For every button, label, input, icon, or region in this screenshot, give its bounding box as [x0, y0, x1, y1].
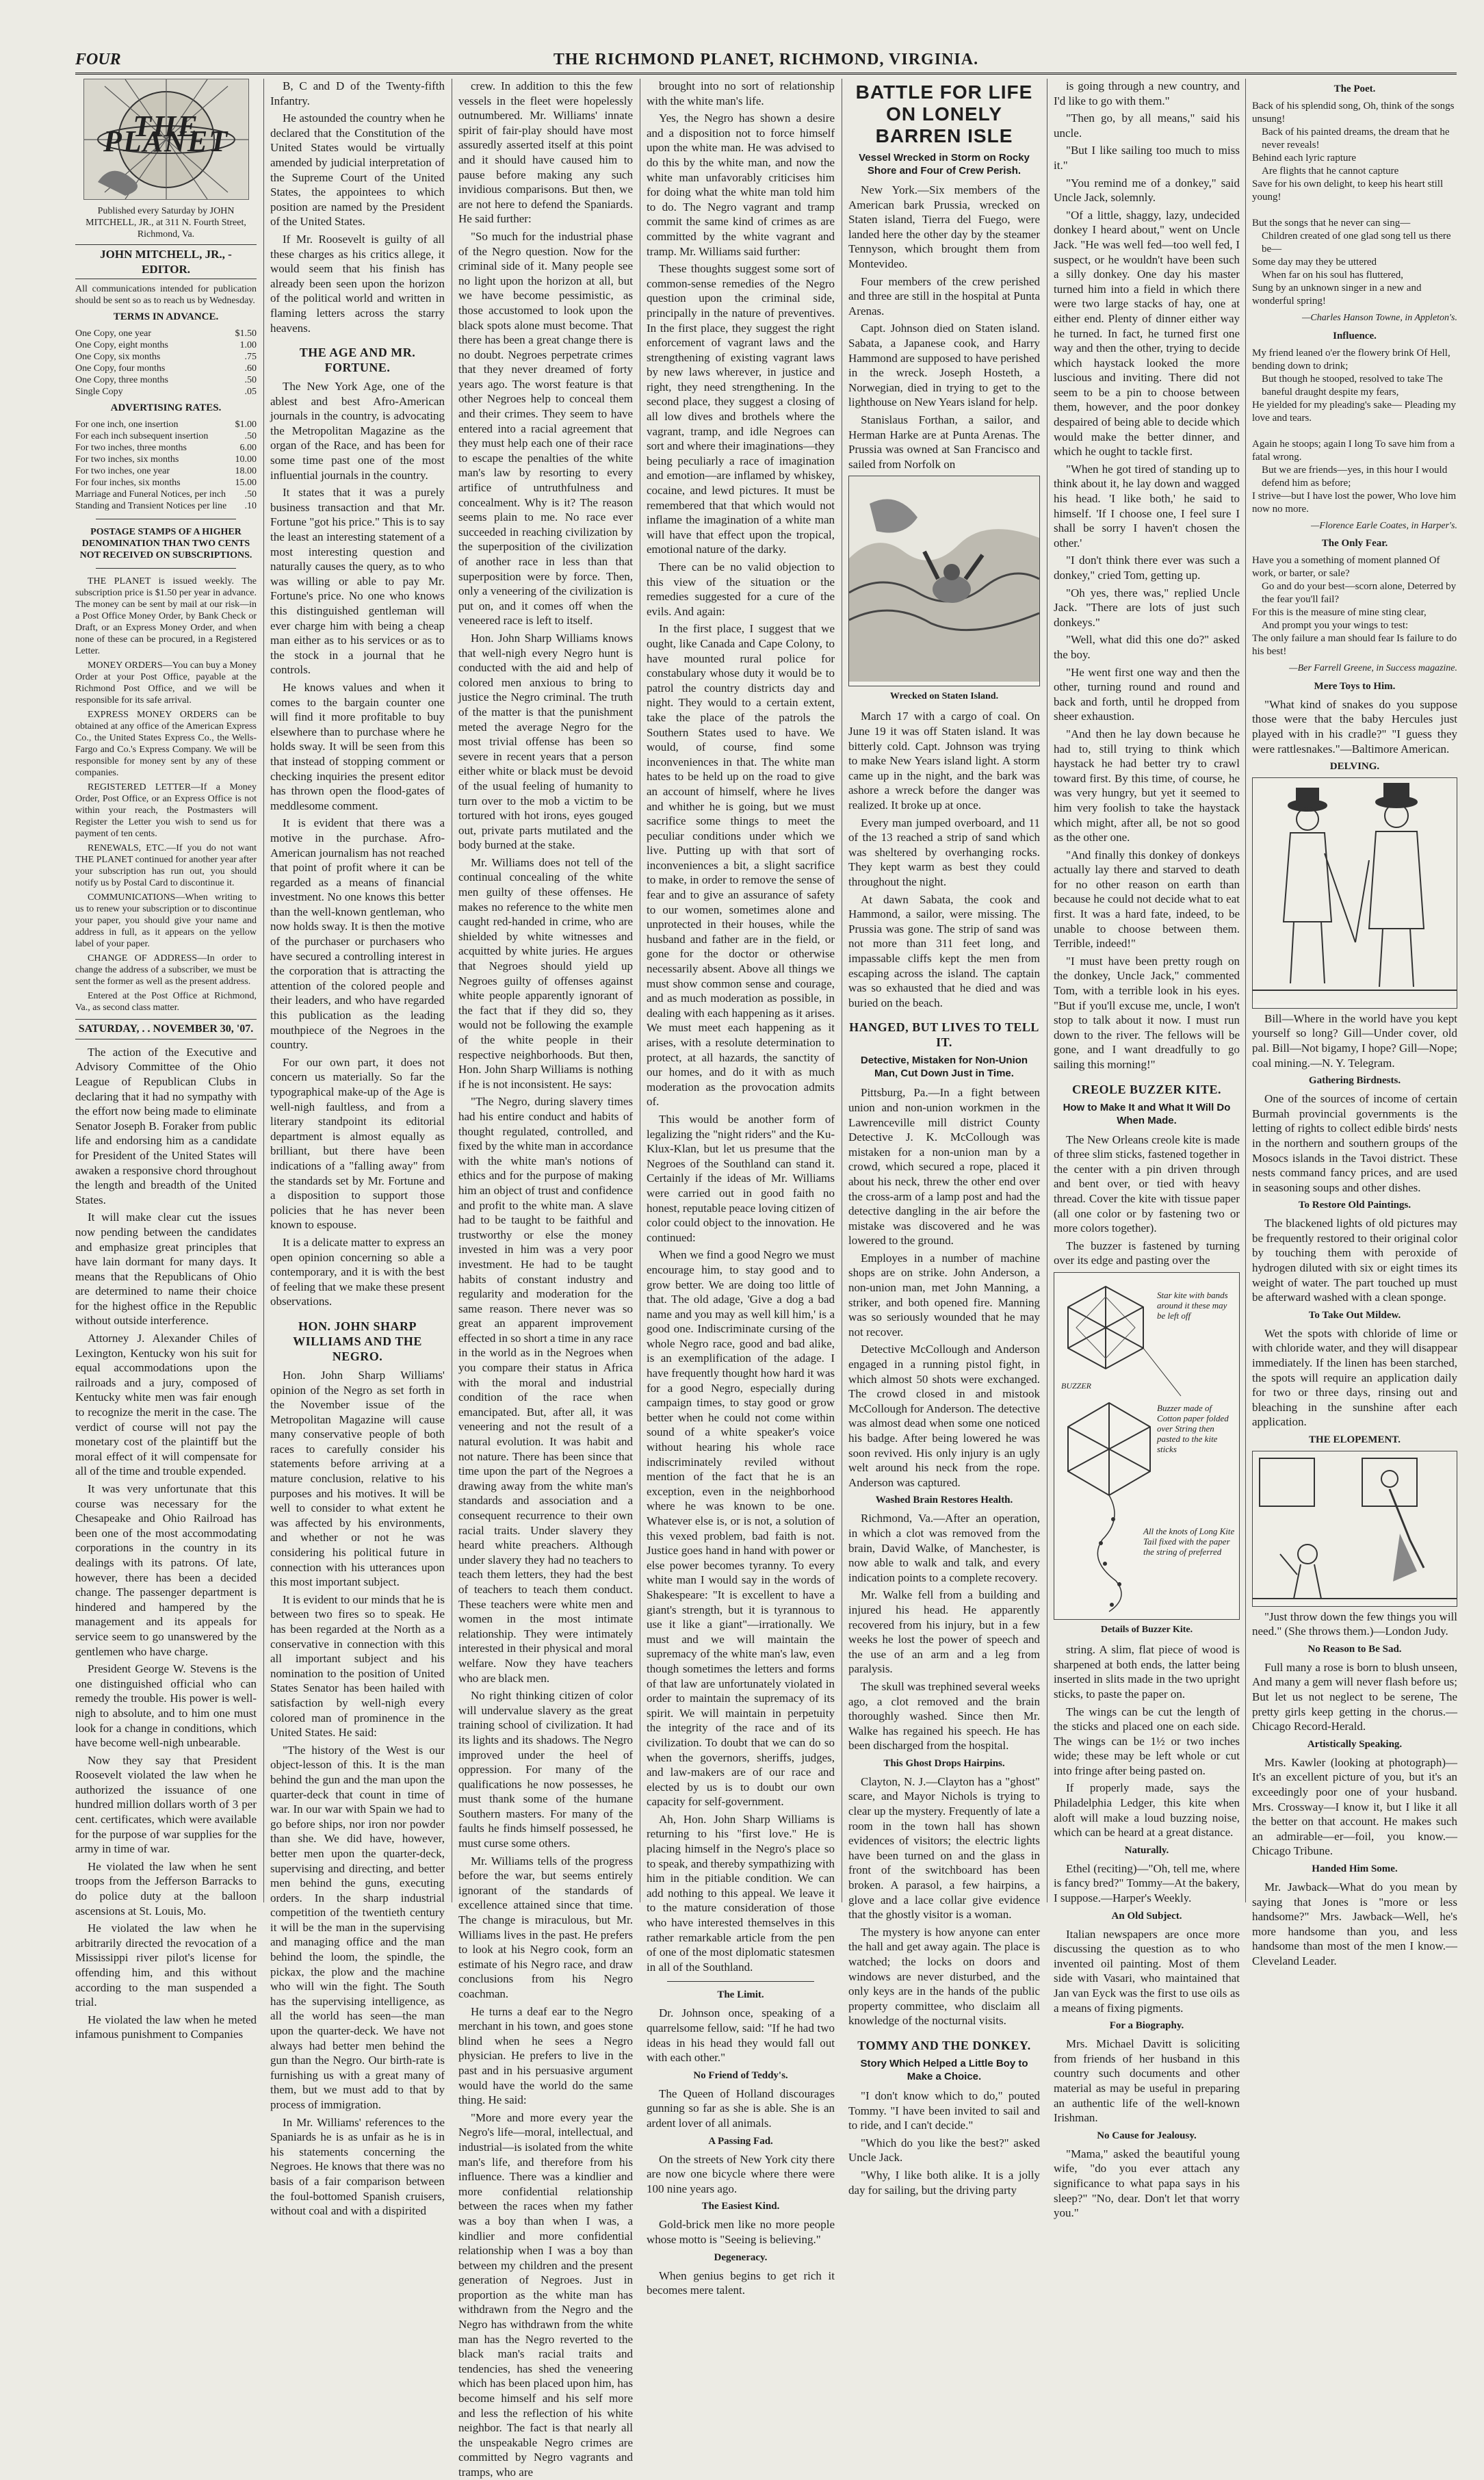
paragraph: Hon. John Sharp Williams' opinion of the Negro as set forth in the November issue of the Metropolitan Magazine will cause many conservative people of both races to carefully consider his statements before arriving at a mature conclusion, relative to his purposes and his motives. It will be well to consider to what extent he was affected by his environments, and whether or not he was considering his political future in connection with his utterances upon this most important subject. — [270, 1368, 445, 1589]
paragraph: "Well, what did this one do?" asked the boy. — [1054, 633, 1240, 661]
poem-line: My friend leaned o'er the flowery brink Of Hell, bending down to drink; — [1252, 347, 1450, 372]
paragraph: The mystery is how anyone can enter the hall and get away again. The place is watched; the locks on doors and windows are never disturbed, and the only keys are in the hands of the public property committee, who disclaim all knowledge of the nocturnal visits. — [848, 1925, 1040, 2028]
advertising-table — [75, 419, 257, 512]
kite-note-1: Star kite with bands around it these may be left off — [1157, 1289, 1228, 1321]
paragraph: "And finally this donkey of donkeys actually lay there and starved to death for no other reason on earth than because he could not decide what to eat first. It was a hard fate, indeed, to be unable to choose between them. Terrible, indeed!" — [1054, 848, 1240, 951]
paragraph: CHANGE OF ADDRESS—In order to change the address of a subscriber, we must be sent the former as well as the present address. — [75, 953, 257, 987]
paragraph: For our own part, it does not concern us materially. So far the typographical make-up of the Age is well-nigh faultless, and from a literary standpoint its editorial department is almost equally as brilliant, but there have been indications of a "falling away" from the standards set by Mr. Fortune and a disposition to support those policies that he has never been known to espouse. — [270, 1055, 445, 1232]
column-7 — [1252, 79, 1457, 1967]
paragraph: March 17 with a cargo of coal. On June 19 it was off Staten island. It was bitterly cold. Capt. Johnson was trying to make New Years island light. A storm came up in the night, and the bark was ashore a wreck before the danger was realized. It broke up at once. — [848, 710, 1040, 812]
paragraph: EXPRESS MONEY ORDERS can be obtained at any office of the American Express Co., the United States Express Co., the Wells-Fargo and Co.'s Express Company. We will be responsible for money sent by any of these companies. — [75, 710, 257, 779]
paragraph: On the streets of New York city there are now one bicycle where there were 100 nine years ago. — [647, 2152, 835, 2195]
headline-sharp-williams: HON. JOHN SHARP WILLIAMS AND THE NEGRO. — [293, 1319, 422, 1363]
rate-label: One Copy, one year — [75, 328, 152, 339]
paragraph: These thoughts suggest some sort of common-sense remedies of the Negro question upon the criminal side, principally in the nature of preventives. In the first place, they suggest the right enforcement of vagrant laws and the strengthening of existing vagrant laws by new laws wherever, in justice and right, they need strengthening. In the second place, they suggest a closing of all low dives and brothels where the vagrant, tramp, and idle Negroes can sort and where their imaginations—they being peculiarly a race of imagination and emotion—are inflamed by whiskey, cocaine, and lewd pictures. It must be remembered that that which would not inflame the imagination of a white man will have that effect upon the tropical, emotional nature of the darky. — [647, 262, 835, 556]
rate-row — [75, 351, 257, 363]
filler-heading: Degeneracy. — [714, 2251, 768, 2263]
headline-age-fortune: THE AGE AND MR. FORTUNE. — [299, 346, 416, 375]
paragraph: No right thinking citizen of color will undervalue slavery as the great training school of civilization. It had its lights and its shadows. The Negro improved under the heel of oppression. For many of the qualifications he now possesses, he must thank some of the humane Southern masters. For many of the faults he finds himself possessed, he must curse some others. — [458, 1689, 633, 1850]
paragraph: is going through a new country, and I'd like to go with them." — [1054, 79, 1240, 107]
publisher-line: Published every Saturday by JOHN MITCHELL, JR., at 311 N. Fourth Street, Richmond, Va. — [86, 206, 246, 240]
paragraph: string. A slim, flat piece of wood is sharpened at both ends, the latter being inserted in slits made in the two upright sticks, to paste the paper on. — [1054, 1643, 1240, 1701]
rate-row — [75, 454, 257, 465]
story-donkey-continued — [1054, 79, 1240, 1072]
column-2 — [270, 79, 445, 2218]
paragraph: The New Orleans creole kite is made of three slim sticks, fastened together in the center with a pin driven through and bent over, or tied with heavy thread. Cover the kite with tissue paper (all one color or by fastening two or more colors together). — [1054, 1133, 1240, 1235]
rate-price: 6.00 — [239, 443, 257, 454]
rate-row — [75, 430, 257, 442]
paper-title: THE RICHMOND PLANET, RICHMOND, VIRGINIA. — [553, 51, 979, 68]
page-number: FOUR — [75, 51, 121, 68]
wreck-illustration — [848, 476, 1040, 686]
paragraph: It was very unfortunate that this course was necessary for the Chesapeake and Ohio Railroad has been one of the most accommodating corporations in the country in its dealings with its patrons. Of late, however, there has been a decided change. The passenger department is hindered and hampered by the management and its appeals for service seem to go unanswered by the gentlemen who have charge. — [75, 1482, 257, 1658]
headline-tommy-donkey: TOMMY AND THE DONKEY. — [857, 2038, 1031, 2052]
article-sharp-williams-continued — [458, 79, 633, 2480]
poem-line: Have you a something of moment planned Of work, or barter, or sale? — [1252, 555, 1440, 580]
poem-line: Children created of one glad song tell us there be— — [1262, 231, 1451, 255]
poem-line: He yielded for my pleading's sake— Pleading my love and tears. — [1252, 399, 1457, 424]
paragraph: One of the sources of income of certain Burmah provincial governments is the letting of rights to collect edible birds' nests in the northern and southern groups of the Mosocs islands in the Tavoi district. These nests command fancy prices, and are used in seasoning soups and other dishes. — [1252, 1092, 1457, 1194]
paragraph: It states that it was a purely business transaction and that Mr. Fortune "got his price." This is to say the least an interesting statement of a most interesting question and naturally causes the query, as to who was willing or able to pay Mr. Fortune's price. No one who knows this distinguished gentleman will ever charge him with being a cheap man either as to his services or as to the stock in a journal that he controls. — [270, 486, 445, 677]
rate-label: For one inch, one insertion — [75, 419, 179, 430]
cartoon-caption: "Just throw down the few things you will need." (She throws them.)—London Judy. — [1252, 1610, 1457, 1638]
poem-line: And prompt you your wings to test: — [1262, 620, 1409, 632]
headline-buzzer-kite: CREOLE BUZZER KITE. — [1071, 1082, 1222, 1096]
paragraph: "Oh yes, there was," replied Uncle Jack. "There are lots of just such donkeys." — [1054, 586, 1240, 629]
paragraph: "Mama," asked the beautiful young wife, "do you ever attach any significance to what papa says in his sleep?" "No, dear. Don't let that worry you." — [1054, 2147, 1240, 2220]
rate-label: One Copy, eight months — [75, 340, 168, 351]
paragraph: "I don't think there ever was such a donkey," cried Tom, getting up. — [1054, 554, 1240, 582]
poem-line: Go and do your best—scorn alone, Deterred by the fear you'll fail? — [1262, 581, 1457, 606]
paragraph: He knows values and when it comes to the bargain counter one will find it more profitable to buy elsewhere than to purchase where he holds sway. It will be seen from this that instead of stopping comment or checking inquiries the present editor has thrown open the flood-gates of meddlesome comment. — [270, 680, 445, 812]
cartoon-caption: Bill—Where in the world have you kept yourself so long? Gill—Under cover, old pal. Bill—Not bigamy, I hope? Gill—Nope; coal mining.—N. Y. Telegram. — [1252, 1011, 1457, 1070]
kite-note-3: All the knots of Long Kite Tail fixed with the paper the string of preferred — [1143, 1525, 1235, 1557]
filler-heading: A Passing Fad. — [708, 2135, 773, 2147]
headline-hanged: HANGED, BUT LIVES TO TELL IT. — [849, 1020, 1039, 1050]
paragraph: He turns a deaf ear to the Negro merchant in his town, and goes stone blind when he sees a Negro physician. He prefers to live in the past and in his persuasive argument would have the world do the same thing. He said: — [458, 2004, 633, 2107]
paragraph: When we find a good Negro we must encourage him, to stay good and to grow better. We are doing too little of that. The old adage, 'Give a dog a bad name and you may as well kill him,' is a good one. Indiscriminate cursing of the whole Negro race, good and bad alike, is an exemplification of the adage. I have frequently thought how hard it was for a good Negro, especially during campaign times, to stay good or grow better when he could not come within sound of a white speaker's voice without hearing his whole race indiscriminately reviled without mention of the fact that he is an exception, even in the neighborhood where he was known to be one. Whatever else is, or is not, a solution of this vexed problem, bad faith is not. Justice goes hand in hand with power or else power becomes tyranny. To every white man I would say in the words of Shakespeare: "It is excellent to have a giant's strength, but it is tyrannous to use it like a giant"—irrationally. We must and we will maintain the supremacy of the white man's law, even though sometimes the letters and forms of that law are unfortunately violated in order to maintain the supremacy of its spirit. We will maintain in perpetuity the integrity of the race and of its civilization. To doubt that we can do so when the governors, sheriffs, judges, and law-makers are of our race and elected by us is to doubt our own capacity for self-government. — [647, 1248, 835, 1809]
poem-heading: Influence. — [1333, 330, 1377, 341]
paragraph: At dawn Sabata, the cook and Hammond, a sailor, were missing. The Prussia was gone. The strip of sand was not more than 311 feet long, and impassable cliffs kept the men from escaping across the island. The captain was so exhausted that he died and was buried on the beach. — [848, 892, 1040, 1009]
poem-line — [1252, 425, 1457, 438]
poem-line: Back of his splendid song, Oh, think of the songs unsung! — [1252, 101, 1455, 125]
rate-row — [75, 374, 257, 386]
paragraph: It is evident that there was a motive in the purchase. Afro-American journalism has not reached that point of profit where it can be regarded as a means of financial investment. No one knows this better than the well-known gentleman, who now holds sway. It is then the motive of the purchaser or purchasers who have secured a controlling interest in the corporation that is attracting the attention of the colored people and their leaders, and who have regarded this publication as the leading mouthpiece of the Negroes in the country. — [270, 816, 445, 1052]
poem-line: Some day may they be uttered — [1252, 257, 1377, 268]
paragraph: Yes, the Negro has shown a desire and a disposition not to force himself upon the white man. He was advised to do this by the white man, and now the white man unfavorably criticises him for doing what the white man told him to do. The Negro vagrant and tramp commit the same kind of crimes as are committed by the white vagrant and tramp. Mr. Williams said further: — [647, 112, 835, 258]
rate-price: $1.50 — [235, 328, 257, 339]
paragraph: Now they say that President Roosevelt violated the law when he authorized the issuance of one hundred million dollars worth of 3 per cent. certificates, which were available for the purpose of war supplies for the army in time of war. — [75, 1753, 257, 1856]
filler-heading: Mere Toys to Him. — [1314, 680, 1396, 692]
paragraph: "Then go, by all means," said his uncle. — [1054, 112, 1240, 140]
poem-line: Behind each lyric rapture — [1252, 153, 1357, 164]
poem-line: Save for his own delight, to keep his heart still young! — [1252, 179, 1444, 203]
elopement-cartoon-icon — [1253, 1451, 1457, 1602]
editor-line: JOHN MITCHELL, JR., - EDITOR. — [75, 244, 257, 279]
cartoon-elopement — [1252, 1451, 1457, 1607]
paragraph: He violated the law when he meted infamous punishment to Companies — [75, 2013, 257, 2041]
deck-buzzer-kite: How to Make It and What It Will Do When Made. — [1063, 1101, 1231, 1126]
filler-heading: To Take Out Mildew. — [1308, 1309, 1401, 1321]
poem-line: Back of his painted dreams, the dream that he never reveals! — [1262, 127, 1450, 151]
poem-heading: The Only Fear. — [1321, 538, 1388, 550]
rate-row — [75, 477, 257, 489]
deck-hanged: Detective, Mistaken for Non-Union Man, Cut Down Just in Time. — [860, 1055, 1028, 1080]
paragraph: Mr. Williams tells of the progress before the war, but seems entirely ignorant of the standards of excellence attained since that time. The change is miraculous, but Mr. Williams lives in the past. He prefers to look at his Negro cook, form an estimate of his Negro race, and draw conclusions from his Negro coachman. — [458, 1854, 633, 2000]
column-rule — [263, 79, 264, 1902]
paragraph: He violated the law when he sent troops from the Jefferson Barracks to do police duty at the balloon ascensions at St. Louis, Mo. — [75, 1859, 257, 1917]
paragraph: This would be another form of legalizing the "night riders" and the Ku-Klux-Klan, but let us presume that the Negroes of the Southland can stand it. Certainly if the ideas of Mr. Williams were carried out in good faith no honest, reputable peace loving citizen of color could object to the innovation. He continued: — [647, 1112, 835, 1244]
rate-label: For two inches, one year — [75, 466, 170, 477]
paragraph: Richmond, Va.—After an operation, in which a clot was removed from the brain, David Walke, of Manchester, is now able to walk and talk, and every indication points to a complete recovery. — [848, 1512, 1040, 1584]
rate-price: .75 — [244, 352, 257, 363]
dateline: SATURDAY, . . NOVEMBER 30, '07. — [75, 1019, 257, 1039]
paragraph: There can be no valid objection to this view of the situation or the remedies suggested for a cure of the evils. And again: — [647, 560, 835, 618]
filler-heading: For a Biography. — [1109, 2020, 1184, 2032]
paragraph: When genius begins to get rich it becomes mere talent. — [647, 2269, 835, 2297]
short-fillers — [1252, 1643, 1457, 1969]
paragraph: The blackened lights of old pictures may be frequently restored to their original color by touching them with peroxide of hydrogen diluted with six or eight times its weight of water. The part touched up must be afterward washed with a clean sponge. — [1252, 1217, 1457, 1304]
paragraph: REGISTERED LETTER—If a Money Order, Post Office, or an Express Office is not within your reach, the Postmasters will Register the Letter you wish to send us for payment of ten cents. — [75, 782, 257, 840]
article-sharp-williams — [270, 1368, 445, 2219]
kite-note-2: Buzzer made of Cotton paper folded over String then pasted to the kite sticks — [1157, 1402, 1229, 1454]
paragraph: Pittsburg, Pa.—In a fight between union and non-union workmen in the Lawrenceville mill district County Detective J. K. McCollough was mistaken for a non-union man by a crowd, which secured a rope, placed it about his neck, threw the other end over the cross-arm of a lamp post and had the detective dangling in the air before the mistake was discovered and he was lowered to the ground. — [848, 1086, 1040, 1248]
poem-attribution: —Charles Hanson Towne, in Appleton's. — [1301, 313, 1457, 323]
masthead-logo — [83, 79, 249, 200]
paragraph: "What kind of snakes do you suppose those were that the baby Hercules just played with in his cradle?" "I guess they were rattlesnakes."—Baltimore American. — [1252, 697, 1457, 755]
cartoon-delving — [1252, 777, 1457, 1009]
article-sharp-williams-concluded — [647, 79, 835, 1974]
paragraph: Four members of the crew perished and three are still in the hospital at Punta Arenas. — [848, 274, 1040, 318]
paragraph: "I don't know which to do," pouted Tommy. "I have been invited to sail and to ride, and I can't decide." — [848, 2089, 1040, 2132]
paragraph: If properly made, says the Philadelphia Ledger, this kite when aloft will make a loud buzzing noise, which can be heard at a great distance. — [1054, 1781, 1240, 1839]
rate-price: .50 — [244, 431, 257, 442]
rate-label: Standing and Transient Notices per line — [75, 501, 227, 512]
rate-price: 18.00 — [235, 466, 257, 477]
cartoon-heading: THE ELOPEMENT. — [1309, 1434, 1401, 1445]
paragraph: "You remind me of a donkey," said Uncle Jack, solemnly. — [1054, 176, 1240, 205]
column-5 — [848, 79, 1040, 2197]
shipwreck-icon — [849, 476, 1039, 682]
rate-label: One Copy, three months — [75, 375, 168, 386]
paragraph: Every man jumped overboard, and 11 of the 13 reached a strip of sand which was sheltered by overhanging rocks. They kept warm as best they could throughout the night. — [848, 816, 1040, 888]
rate-price: .05 — [244, 387, 257, 398]
paragraph: Hon. John Sharp Williams knows that well-nigh every Negro hunt is conducted with the aid and help of colored men anxious to bring to justice the Negro criminal. The truth of the matter is that the punishment meted the average Negro for the most trivial offense has been so severe in recent years that a person either white or black must be devoid of the usual feeling of humanity to turn over to the mob a victim to be tortured with hot irons, eyes gouged out, private parts mutilated and the body burned at the stake. — [458, 631, 633, 852]
filler-heading: Gathering Birdnests. — [1308, 1075, 1401, 1087]
paragraph: In Mr. Williams' references to the Spaniards he is as unfair as he is in his statements concerning the Negroes. He knows that there was no basis of a fair comparison between the foul-bottomed Spanish cruisers, without coal and with a dispirited — [270, 2115, 445, 2218]
kite-diagram — [1054, 1272, 1240, 1620]
subscription-notices — [75, 576, 257, 1013]
rate-label: Marriage and Funeral Notices, per inch — [75, 489, 226, 500]
paragraph: If Mr. Roosevelt is guilty of all these charges as his critics allege, it would seem that his finish has already been seen upon the horizon of the political world and written in flaming letters across the starry heavens. — [270, 232, 445, 335]
paragraph: Italian newspapers are once more discussing the question as to who invented oil painting. Most of them side with Vasari, who maintained that Jan van Eyck was the first to use oils as a means of fixing pigments. — [1054, 1927, 1240, 2015]
paragraph: "So much for the industrial phase of the Negro question. Now for the criminal side of it. Many people see no light upon the horizon at all, but we have become pessimistic, as those accustomed to look upon the black spots alone must become. That there has been a great change there is no doubt. Negroes perpetrate crimes that they never dreamed of forty years ago. The worst feature is that other Negroes help to conceal them and their crimes. They seem to have entered into a racial agreement that they must help each one of their race to escape the penalties of the white man's law by resorting to every artifice of untruthfulness and concealment. Why is it? The reason seems plain to me. No race ever succeeded in reaching civilization by the superposition of the civilization of another race in less than that superposition were by force. Then, only a veneering of the civilization is put on, and it comes off when the veneered race is left to itself. — [458, 229, 633, 628]
paragraph: Capt. Johnson died on Staten island. Sabata, a Japanese cook, and Harry Hammond are supposed to have perished in the wreck. Joseph Hosteth, a Norwegian, died in trying to get to the lighthouse on New Years island for help. — [848, 322, 1040, 409]
kite-caption: Details of Buzzer Kite. — [1100, 1624, 1193, 1635]
wreck-caption: Wrecked on Staten Island. — [889, 690, 999, 701]
filler-heading: Naturally. — [1124, 1844, 1169, 1856]
rate-price: 15.00 — [235, 478, 257, 489]
article-age-fortune — [270, 379, 445, 1309]
paragraph: Employes in a number of machine shops are on strike. John Anderson, a non-union man, met John Manning, a striker, and both opened fire. Manning was so seriously wounded that he may not recover. — [848, 1251, 1040, 1339]
paragraph: "Which do you like the best?" asked Uncle Jack. — [848, 2136, 1040, 2165]
rate-price: .50 — [244, 375, 257, 386]
column-3 — [458, 79, 633, 2479]
postage-notice: POSTAGE STAMPS OF A HIGHER DENOMINATION THAN TWO CENTS NOT RECEIVED ON SUBSCRIPTIONS. — [79, 527, 252, 561]
filler-heading: The Limit. — [717, 1989, 764, 2001]
paragraph: Detective McCollough and Anderson engaged in a running pistol fight, in which almost 50 shots were exchanged. The crowd closed in and mistook McCollough for Anderson. The detective was almost dead when some one noticed his badge. After being lowered he was soon revived. His only injury is an ugly welt around his neck from the rope. Anderson was captured. — [848, 1343, 1040, 1489]
rate-price: .60 — [244, 363, 257, 374]
rate-label: For four inches, six months — [75, 478, 181, 489]
paragraph: crew. In addition to this the few vessels in the fleet were hopelessly outnumbered. Mr. Williams' innate spirit of fair-play should have most assuredly asserted itself at this point and it should have caused him to pause before making any such invidious comparisons. But then, we are not here to defend the Spaniards. He said further: — [458, 79, 633, 226]
paragraph: brought into no sort of relationship with the white man's life. — [647, 79, 835, 107]
paragraph: "The Negro, during slavery times had his entire conduct and habits of thought regulated, controlled, and fixed by the white man in accordance with the white man's notions of ethics and for the purpose of making him an object of trust and confidence and profit to the white man. A slave had to be taught to be faithful and trustworthy or else the money invested in him was a very poor investment. He had to be taught habits of constant industry and regularity and moderation for the same reason. There never was so great an apparent improvement effected in so short a time in any race in the world as in the Negroes when you compare their status in Africa with the moral and industrial condition of the race when emancipated. But, after all, it was veneering and not the result of a natural evolution. It was habit and not nature. There has been since that time upon the part of the Negroes a drawing away from the white man's standards and association and a consequent recurrence to their own racial traits. Under slavery they heard white preachers. Although under slavery they had no teachers to teach them letters, they had the best of teachers to teach them conduct. These teachers were white men and women in the most intimate relationship. They were intimately interested in their physical and moral welfare. Now they have teachers who are black men. — [458, 1095, 633, 1685]
poem-attribution: —Florence Earle Coates, in Harper's. — [1310, 520, 1457, 531]
paragraph: Stanislaus Forthan, a sailor, and Herman Harke are at Punta Arenas. The Prussia was owned at San Francisco and sailed from Norfolk on — [848, 413, 1040, 471]
poem-attribution: —Ber Farrell Greene, in Success magazine. — [1289, 663, 1457, 674]
terms-heading: TERMS IN ADVANCE. — [113, 311, 219, 323]
poem-line: When far on his soul has fluttered, — [1262, 270, 1404, 281]
paragraph: Mr. Jawback—What do you mean by saying that Jones is "more or less handsome?" Mrs. Jawback—Well, he's more handsome than you, and less handsome than most of the men I know.—Cleveland Leader. — [1252, 1880, 1457, 1967]
headline-battle-for-life: BATTLE FOR LIFE ON LONELY BARREN ISLE — [855, 81, 1033, 146]
filler-heading: Handed Him Some. — [1312, 1863, 1398, 1874]
rate-row — [75, 386, 257, 398]
paragraph: "The history of the West is our object-lesson of this. It is the man behind the gun and the man upon the quarter-deck that count in time of war. In our war with Spain we had to go before ships, nor iron nor powder than she. We did have, however, better men upon the quarter-deck, supervising and directing, and better men behind the guns, executing orders. In the sharp industrial competition of the twentieth century it will be the man in the supervising and managing office and the man behind the loom, the spindle, the pickax, the plow and the machine who will win the fight. The South has the supervising intelligence, as all the world has seen—the man upon the quarter-deck. We have not always had better men behind the gun than the Negro. Our birth-rate is furnishing us with a great many of them, but we must add to that by process of immigration. — [270, 1743, 445, 2111]
poem-line: I strive—but I have lost the power, Who love him now no more. — [1252, 490, 1457, 515]
paragraph: "When he got tired of standing up to think about it, he lay down and wagged his head. 'I like both,' he said to himself. 'If I choose one, I feel sure I shall be sorry I haven't chosen the other.' — [1054, 462, 1240, 550]
filler-heading: Artistically Speaking. — [1307, 1738, 1403, 1750]
rate-label: One Copy, six months — [75, 352, 161, 363]
paragraph: President George W. Stevens is the one distinguished official who can remedy the trouble. His power is well-nigh to absolute, and to him one must look for a change in conditions, which have become well-nigh unbearable. — [75, 1662, 257, 1750]
rate-label: One Copy, four months — [75, 363, 166, 374]
paragraph: Full many a rose is born to blush unseen, And many a gem will never flash before us; But let us not neglect to be serene, The pretty girls keep getting in the chorus.—Chicago Record-Herald. — [1252, 1660, 1457, 1733]
paragraph: COMMUNICATIONS—When writing to us to renew your subscription or to discontinue your paper, you should give your name and address in full, as it appears on the yellow label of your paper. — [75, 892, 257, 950]
paragraph: Wet the spots with chloride of lime or with chloride water, and they will disappear immediately. If the linen has been starched, the spots will require an application daily for two or three days, rinsing out and bleaching in the sunshine after each application. — [1252, 1326, 1457, 1429]
article-buzzer-kite — [1054, 1133, 1240, 1268]
paragraph: "But I like sailing too much to miss it." — [1054, 144, 1240, 172]
filler-heading: No Reason to Be Sad. — [1307, 1643, 1402, 1655]
submission-note: All communications intended for publication should be sent so as to reach us by Wednesday. — [75, 284, 257, 307]
rate-label: For two inches, three months — [75, 443, 187, 454]
paragraph: The wings can be cut the length of the sticks and placed one on each side. The wings can be 1½ or two inches wide; these may be left whole or cut into fringe after being pasted on. — [1054, 1705, 1240, 1777]
running-head — [75, 48, 1457, 75]
rate-row — [75, 500, 257, 512]
rate-row — [75, 419, 257, 430]
poem-line: For this is the measure of mine sting clear, — [1252, 607, 1427, 619]
filler-heading: The Easiest Kind. — [701, 2201, 780, 2212]
poem-line: But we are friends—yes, in this hour I would defend him as before; — [1262, 464, 1448, 489]
headline-ghost: This Ghost Drops Hairpins. — [883, 1757, 1005, 1769]
poem-line: The only failure a man should fear Is failure to do his best! — [1252, 633, 1457, 658]
paragraph: RENEWALS, ETC.—If you do not want THE PLANET continued for another year after your subscription has run out, you should notify us by Postal Card to discontinue it. — [75, 843, 257, 889]
paragraph: Gold-brick men like no more people whose motto is "Seeing is believing." — [647, 2218, 835, 2246]
rate-price: .50 — [244, 489, 257, 500]
short-fillers — [647, 1989, 835, 2297]
rate-row — [75, 328, 257, 339]
paragraph: In the first place, I suggest that we ought, like Canada and Cape Colony, to have mounted rural police for constabulary whose duty it would be to patrol the country districts day and night. They would to a certain extent, take the place of the patrols the Southern States used to have. We would, of course, find some inconveniences in that. The white man hates to be held up on the road to give an account of himself, where he lives and whither he is going, but we must sacrifice some things to meet the peculiar conditions under which we live. Putting up with that sort of inconveniences a bit, a slight sacrifice to make, in order to remove the sense of fear and to give an assurance of safety to our women, sometimes alone and unprotected in their houses, while the husband and father are in the field, or gone for the doctor or otherwise necessarily absent. Above all things we must show common sense and courage, and as much moderation as possible, in dealing with each happening as it arises. We must meet each happening as it arises, with a resolute determination to protect, at all hazards, the sanctity of our homes, and do it with as much moderation as the provocation admits of. — [647, 622, 835, 1109]
paragraph: It will make clear cut the issues now pending between the candidates and emphasize great principles that have lain dormant for many days. It means that the Republicans of Ohio are determined to name their choice for the highest office in the Republic without outside interference. — [75, 1211, 257, 1328]
paragraph: Attorney J. Alexander Chiles of Lexington, Kentucky won his suit for equal accommodations upon the railroads and a jury, composed of Kentucky white men was fair enough to recognize the merit in the case. The verdict of course will not pay the monetary cost of the plaintiff but the moral effect of it will compensate for all of the time and trouble expended. — [75, 1332, 257, 1478]
paragraph: "Why, I like both alike. It is a jolly day for sailing, but the driving party — [848, 2168, 1040, 2197]
paragraph: Dr. Johnson once, speaking of a quarrelsome fellow, said: "If he had two ideas in his head they would fall out with each other." — [647, 2006, 835, 2065]
filler-heading: To Restore Old Paintings. — [1298, 1200, 1411, 1211]
terms-table — [75, 328, 257, 398]
article-wreck-continued — [848, 709, 1040, 1010]
poem-line: Are flights that he cannot capture — [1262, 166, 1399, 177]
article-buzzer-kite-continued — [1054, 1642, 1240, 1840]
poem-line: Again he stoops; again I long To save him from a fatal wrong. — [1252, 438, 1455, 463]
paragraph: He violated the law when he arbitrarily directed the revocation of a Mississippi river pilot's license for offending him, and this without according to the man suspended a trial. — [75, 1922, 257, 2009]
article-wreck — [848, 183, 1040, 472]
rate-row — [75, 442, 257, 454]
poem-line — [1252, 204, 1457, 217]
paragraph: Clayton, N. J.—Clayton has a "ghost" scare, and Mayor Nichols is trying to clear up the mystery. Frequently of late a room in the town hall has shown evidences of visitors; the electric lights have been turned on and the glass in front of the switchboard has been broken. A parasol, a few hairpins, a glove and a lace collar give evidence that the ghostly visitor is a woman. — [848, 1774, 1040, 1922]
paragraph: "Of a little, shaggy, lazy, undecided donkey I heard about," went on Uncle Jack. "He was well fed—too well fed, I suspect, or he wouldn't have been such a silly donkey. One day his master turned him into a field in which there were two large stacks of hay, one at either end. Plenty of dinner either way he turned. In fact, he turned first one way and then the other, trying to decide which haystack looked the more luscious and inviting. There did not seem to be a pin to choose between them, however, and the poor donkey despaired of being able to decide which would make the better dinner, and which he ought to tackle first. — [1054, 208, 1240, 458]
paragraph: Entered at the Post Office at Richmond, Va., as second class matter. — [75, 991, 257, 1013]
column-6 — [1054, 79, 1240, 2220]
paragraph: "I must have been pretty rough on the donkey, Uncle Jack," commented Tom, with a terrible look in his eyes. "But if you'll excuse me, uncle, I won't stop to talk about it now. I must run down to the river. The fellows will be gone, and I want dreadfully to go sailing this morning!" — [1054, 954, 1240, 1071]
poem-line: But though he stooped, resolved to take The baneful draught despite my fears, — [1262, 373, 1443, 398]
rate-label: For each inch subsequent insertion — [75, 431, 209, 442]
rate-row — [75, 363, 257, 374]
divider — [96, 568, 236, 569]
poem-line: Sung by an unknown singer in a new and wonderful spring! — [1252, 283, 1422, 307]
paragraph: B, C and D of the Twenty-fifth Infantry. — [270, 79, 445, 107]
column-1 — [75, 79, 257, 2041]
paragraph: It is a delicate matter to express an open opinion concerning so able a contemporary, and it is with the best of feeling that we make these present observations. — [270, 1235, 445, 1308]
paragraph: It is evident to our minds that he is between two fires so to speak. He has been regarded at the North as a conservative in connection with this all important subject and his nomination to the position of United States Senator has been hailed with satisfaction by well-nigh every colored man of prominence in the United States. He said: — [270, 1592, 445, 1740]
rate-label: For two inches, six months — [75, 454, 179, 465]
editorial-continued — [270, 79, 445, 335]
paragraph: The action of the Executive and Advisory Committee of the Ohio League of Republican Clubs in declaring that it had no sympathy with the effort now being made to eliminate Senator Joseph B. Foraker from public life and endorsing him as a candidate for President of the United States will awaken a responsive chord throughout the length and breadth of the United States. — [75, 1045, 257, 1206]
two-men-cartoon-icon — [1253, 778, 1457, 1004]
paragraph: "More and more every year the Negro's life—moral, intellectual, and industrial—is isolated from the white man's life, and therefore from his influence. There was a kindlier and more confidential relationship between the races when my father was a boy than when I was, a kindlier and more confidential relationship when I was a boy than between my children and the present generation of Negroes. Just in proportion as the white man has withdrawn from the Negro and the Negro has withdrawn from the white man has the Negro reverted to the black man's racial traits and tendencies, has shed the veneering which has been placed upon him, has become himself and his self more and less the reflection of his white neighbor. The fact is that nearly all the unspeakable Negro crimes are committed by Negro vagrants and tramps, who are — [458, 2110, 633, 2479]
paragraph: Mr. Walke fell from a building and injured his head. He apparently recovered from his injury, but in a few weeks he lost the power of speech and the use of an arm and a leg from paralysis. — [848, 1588, 1040, 1676]
cartoon-heading: DELVING. — [1329, 761, 1380, 773]
column-4 — [647, 79, 835, 2297]
paragraph: The buzzer is fastened by turning over its edge and pasting over the — [1054, 1239, 1240, 1267]
divider — [667, 1981, 814, 1982]
paragraph: New York.—Six members of the American bark Prussia, wrecked on Staten island, Tierra del Fuego, were landed here the other day by the steamer Tennyson, which brought them from Montevideo. — [848, 183, 1040, 270]
deck-battle-for-life: Vessel Wrecked in Storm on Rocky Shore and Four of Crew Perish. — [859, 152, 1030, 177]
rate-row — [75, 339, 257, 351]
column-rule — [1245, 79, 1246, 1902]
rate-price: 1.00 — [239, 340, 257, 351]
paragraph: Mrs. Michael Davitt is soliciting from friends of her husband in this country such documents and other material as may be useful in preparing an authentic life of the well-known Irishman. — [1054, 2037, 1240, 2125]
poem-line: But the songs that he never can sing— — [1252, 218, 1411, 229]
short-fillers — [1054, 1844, 1240, 2221]
paragraph: The skull was trephined several weeks ago, a clot removed and the brain thoroughly washed. Since then Mr. Walke has regained his speech. He has been discharged from the hospital. — [848, 1679, 1040, 1753]
paragraph: The New York Age, one of the ablest and best Afro-American journals in the country, is advocating the Metropolitan Magazine as the organ of the Race, and has been for some time past one of the most influential journals in the country. — [270, 380, 445, 482]
paragraph: Mrs. Kawler (looking at photograph)—It's an excellent picture of you, but it's an exceedingly poor one of your husband. Mrs. Crossway—I know it, but I like it all the better on that account. He makes such an admirable—er—foil, you know.—Chicago Tribune. — [1252, 1755, 1457, 1858]
rate-row — [75, 489, 257, 500]
paragraph: "And then he lay down because he had to, still trying to think which haystack he had better try to crawl toward first. By this time, of course, he was very hungry, but yet it seemed to him very foolish to take the haystack which might, after all, be not so good as the other one. — [1054, 727, 1240, 844]
paragraph: The Queen of Holland discourages gunning so far as she is able. She is an ardent lover of all animals. — [647, 2087, 835, 2130]
rate-label: Single Copy — [75, 387, 123, 398]
filler-heading: An Old Subject. — [1111, 1910, 1182, 1922]
paragraph: Ethel (reciting)—"Oh, tell me, where is fancy bred?" Tommy—At the bakery, I suppose.—Harper's Weekly. — [1054, 1861, 1240, 1905]
deck-tommy-donkey: Story Which Helped a Little Boy to Make a Choice. — [860, 2057, 1028, 2082]
paragraph: He astounded the country when he declared that the Constitution of the United States would be virtually amended by judicial interpretation of the Supreme Court of the United States, the appointees to which position are named by the President of the United States. — [270, 112, 445, 229]
headline-washed-brain: Washed Brain Restores Health. — [875, 1495, 1013, 1506]
paragraph: Mr. Williams does not tell of the continual concealing of the white men guilty of these offenses. He makes no reference to the white men caught red-handed in crime, who are shielded by white witnesses and acquitted by white juries. He argues that Negroes should yield up Negroes guilty of offenses against white people apparently ignorant of the fact that if they did so, they would not be following the example of the white people in their respective neighborhoods. But then, Hon. John Sharp Williams is nothing if he is not inconsistent. He says: — [458, 855, 633, 1091]
paragraph: THE PLANET is issued weekly. The subscription price is $1.50 per year in advance. The money can be sent by mail at our risk—in a Post Office Money Order, by Bank Check or Draft, or an Express Money Order, and when none of these can be procured, in a Registered Letter. — [75, 576, 257, 657]
paragraph: Ah, Hon. John Sharp Williams is returning to his "first love." He is placing himself in the Negro's place so to speak, and thereby sympathizing with him in the pitiable condition. We can add nothing to this appeal. We leave it to the mature consideration of those who have interested themselves in this rather remarkable article from the pen of one of the most diplomatic statesmen in all of the Southland. — [647, 1812, 835, 1974]
paragraph: "He went first one way and then the other, turning round and round and back and forth, until he dropped from sheer exhaustion. — [1054, 665, 1240, 723]
article-hanged — [848, 1085, 1040, 1490]
poem-only-fear — [1252, 554, 1457, 658]
rate-price: $1.00 — [235, 419, 257, 430]
poem-the-poet — [1252, 100, 1457, 308]
poem-influence — [1252, 347, 1457, 516]
paragraph: MONEY ORDERS—You can buy a Money Order at your Post Office, payable at the Richmond Post Office, and we will be responsible for its safe arrival. — [75, 660, 257, 706]
rate-price: 10.00 — [235, 454, 257, 465]
editorial-paragraphs — [75, 1045, 257, 2042]
filler-heading: No Cause for Jealousy. — [1097, 2130, 1197, 2141]
filler-heading: No Friend of Teddy's. — [693, 2069, 788, 2081]
rate-price: .10 — [244, 501, 257, 512]
advertising-heading: ADVERTISING RATES. — [110, 402, 222, 414]
kite-label: BUZZER — [1061, 1380, 1092, 1391]
poem-heading: The Poet. — [1333, 83, 1376, 94]
masthead-title: THE PLANET — [103, 109, 229, 158]
rate-row — [75, 465, 257, 477]
